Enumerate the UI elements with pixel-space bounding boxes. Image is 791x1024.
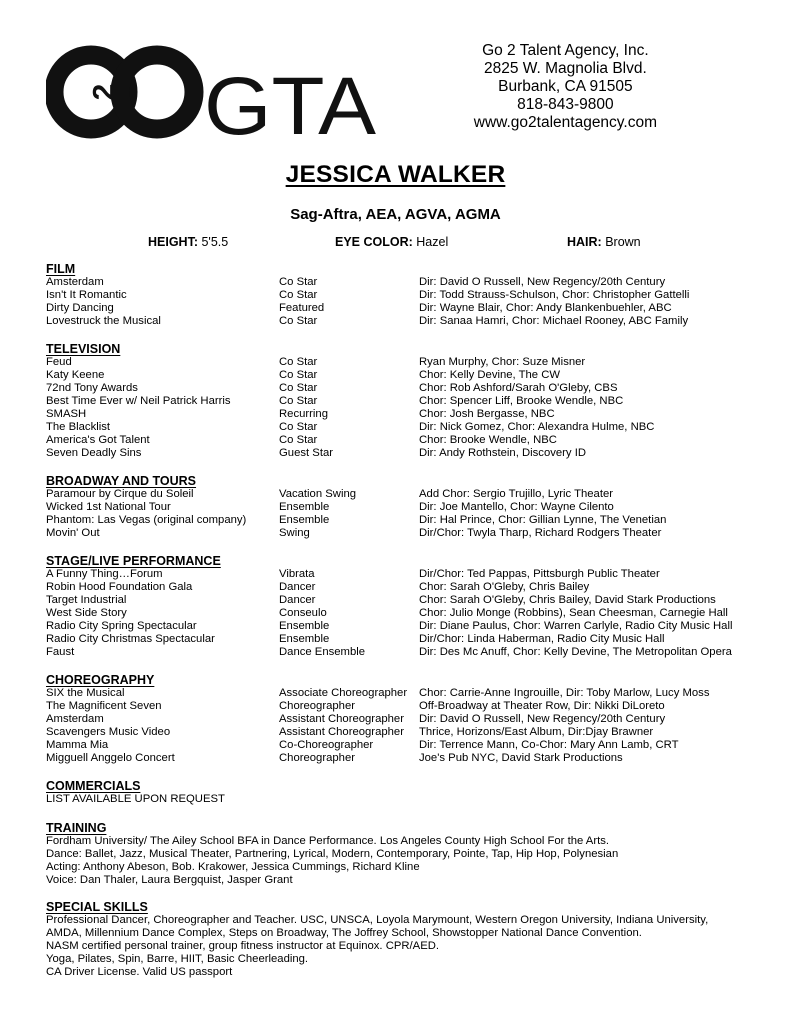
agency-phone: 818-843-9800	[517, 96, 614, 113]
credit-details: Chor: Sarah O'Gleby, Chris Bailey, David Stark Productions	[419, 594, 716, 606]
credit-details: Ryan Murphy, Chor: Suze Misner	[419, 356, 586, 368]
credit-role: Co Star	[279, 289, 318, 301]
section-title-film: FILM	[46, 262, 76, 276]
credit-title: Feud	[46, 356, 72, 368]
credit-title: Movin' Out	[46, 527, 100, 539]
agency-address1: 2825 W. Magnolia Blvd.	[483, 60, 647, 77]
credit-details: Chor: Carrie-Anne Ingrouille, Dir: Toby Marlow, Lucy Moss	[419, 687, 710, 699]
eye-color-stat	[335, 235, 448, 249]
section-title-stage: STAGE/LIVE PERFORMANCE	[46, 554, 221, 568]
agency-contact	[474, 42, 657, 132]
credit-details: Chor: Brooke Wendle, NBC	[419, 434, 557, 446]
credit-role: Swing	[279, 527, 310, 539]
credit-title: Paramour by Cirque du Soleil	[46, 488, 194, 500]
credit-details: Dir: David O Russell, New Regency/20th Century	[419, 713, 666, 725]
section-line: Professional Dancer, Choreographer and Teacher. USC, UNSCA, Loyola Marymount, Western Oregon University, Indiana University,	[46, 914, 709, 926]
credit-title: The Blacklist	[46, 421, 111, 433]
credit-details: Dir: David O Russell, New Regency/20th Century	[419, 276, 666, 288]
credit-role: Co-Choreographer	[279, 739, 374, 751]
credit-title: Amsterdam	[46, 713, 104, 725]
credit-role: Co Star	[279, 382, 318, 394]
agency-address2: Burbank, CA 91505	[498, 78, 633, 95]
section-line: AMDA, Millennium Dance Complex, Steps on Broadway, The Joffrey School, Showstopper National Dance Convention.	[46, 927, 642, 939]
section-line: NASM certified personal trainer, group fitness instructor at Equinox. CPR/AED.	[46, 940, 440, 952]
credit-details: Chor: Julio Monge (Robbins), Sean Cheesman, Carnegie Hall	[419, 607, 728, 619]
section-line: CA Driver License. Valid US passport	[46, 966, 233, 978]
section-line: Voice: Dan Thaler, Laura Bergquist, Jasper Grant	[46, 874, 293, 886]
hair-label: HAIR:	[567, 235, 602, 249]
credit-role: Vibrata	[279, 568, 315, 580]
credit-role: Featured	[279, 302, 325, 314]
credit-role: Guest Star	[279, 447, 333, 459]
credit-title: Katy Keene	[46, 369, 105, 381]
credit-details: Dir: Sanaa Hamri, Chor: Michael Rooney, ABC Family	[419, 315, 689, 327]
credit-details: Dir: Andy Rothstein, Discovery ID	[419, 447, 586, 459]
section-line: Fordham University/ The Ailey School BFA in Dance Performance. Los Angeles County High School For the Arts.	[46, 835, 610, 847]
section-title-commercials: COMMERCIALS	[46, 779, 141, 793]
credit-role: Recurring	[279, 408, 328, 420]
credit-details: Dir: Joe Mantello, Chor: Wayne Cilento	[419, 501, 614, 513]
credit-role: Co Star	[279, 276, 318, 288]
credit-details: Chor: Kelly Devine, The CW	[419, 369, 561, 381]
credit-title: Target Industrial	[46, 594, 127, 606]
section-title-choreography: CHOREOGRAPHY	[46, 673, 155, 687]
credit-title: Isn't It Romantic	[46, 289, 127, 301]
credit-role: Conseulo	[279, 607, 327, 619]
credit-role: Co Star	[279, 421, 318, 433]
credit-role: Assistant Choreographer	[279, 713, 404, 725]
credit-title: America's Got Talent	[46, 434, 150, 446]
credit-title: Phantom: Las Vegas (original company)	[46, 514, 247, 526]
credit-details: Chor: Josh Bergasse, NBC	[419, 408, 555, 420]
performer-name: JESSICA WALKER	[285, 161, 506, 188]
section-title-television: TELEVISION	[46, 342, 121, 356]
credit-title: Lovestruck the Musical	[46, 315, 161, 327]
credit-details: Dir/Chor: Linda Haberman, Radio City Music Hall	[419, 633, 665, 645]
credit-title: A Funny Thing…Forum	[46, 568, 163, 580]
logo-mark: 2	[87, 83, 121, 101]
credit-role: Ensemble	[279, 514, 330, 526]
section-title-broadway: BROADWAY AND TOURS	[46, 474, 197, 488]
credit-title: Robin Hood Foundation Gala	[46, 581, 193, 593]
credit-details: Dir: Hal Prince, Chor: Gillian Lynne, The Venetian	[419, 514, 667, 526]
section-title-skills: SPECIAL SKILLS	[46, 900, 148, 914]
credit-title: Mamma Mia	[46, 739, 109, 751]
credit-role: Dancer	[279, 594, 316, 606]
credit-role: Co Star	[279, 315, 318, 327]
section-line: Acting: Anthony Abeson, Bob. Krakower, Jessica Cummings, Richard Kline	[46, 861, 420, 873]
credit-title: Amsterdam	[46, 276, 104, 288]
credit-role: Choreographer	[279, 700, 355, 712]
credit-title: Radio City Spring Spectacular	[46, 620, 197, 632]
credit-details: Chor: Rob Ashford/Sarah O'Gleby, CBS	[419, 382, 618, 394]
credit-role: Co Star	[279, 356, 318, 368]
credit-role: Co Star	[279, 395, 318, 407]
credit-role: Associate Choreographer	[279, 687, 408, 699]
credit-role: Dancer	[279, 581, 316, 593]
credit-role: Choreographer	[279, 752, 355, 764]
credit-details: Dir: Des Mc Anuff, Chor: Kelly Devine, The Metropolitan Opera	[419, 646, 732, 658]
logo-text: GTA	[204, 61, 377, 140]
credit-role: Co Star	[279, 369, 318, 381]
credit-title: Wicked 1st National Tour	[46, 501, 171, 513]
credit-title: Radio City Christmas Spectacular	[46, 633, 215, 645]
height-label: HEIGHT:	[148, 235, 198, 249]
credit-role: Dance Ensemble	[279, 646, 366, 658]
height-stat	[148, 235, 228, 249]
credit-details: Chor: Sarah O'Gleby, Chris Bailey	[419, 581, 590, 593]
hair-stat	[567, 235, 641, 249]
section-line: LIST AVAILABLE UPON REQUEST	[46, 793, 225, 805]
credit-details: Off-Broadway at Theater Row, Dir: Nikki DiLoreto	[419, 700, 665, 712]
eye-color-label: EYE COLOR:	[335, 235, 413, 249]
credit-title: Dirty Dancing	[46, 302, 114, 314]
credit-details: Dir: Terrence Mann, Co-Chor: Mary Ann Lamb, CRT	[419, 739, 679, 751]
credit-role: Co Star	[279, 434, 318, 446]
credit-title: Faust	[46, 646, 75, 658]
section-title-training: TRAINING	[46, 821, 107, 835]
credit-role: Ensemble	[279, 633, 330, 645]
credit-title: 72nd Tony Awards	[46, 382, 138, 394]
credit-title: SMASH	[46, 408, 87, 420]
credit-details: Dir: Diane Paulus, Chor: Warren Carlyle, Radio City Music Hall	[419, 620, 733, 632]
height-value: 5'5.5	[201, 235, 229, 249]
agency-website[interactable]: www.go2talentagency.com	[473, 114, 657, 131]
credit-title: SIX the Musical	[46, 687, 125, 699]
credit-role: Vacation Swing	[279, 488, 357, 500]
credit-role: Ensemble	[279, 620, 330, 632]
credit-title: Best Time Ever w/ Neil Patrick Harris	[46, 395, 231, 407]
credit-title: The Magnificent Seven	[46, 700, 162, 712]
credit-details: Joe's Pub NYC, David Stark Productions	[419, 752, 623, 764]
section-line: Dance: Ballet, Jazz, Musical Theater, Partnering, Lyrical, Modern, Contemporary, Pointe, Tap, Hip Hop, Polynesian	[46, 848, 619, 860]
performer-unions: Sag-Aftra, AEA, AGVA, AGMA	[290, 206, 501, 223]
credit-role: Assistant Choreographer	[279, 726, 404, 738]
agency-logo	[46, 45, 382, 140]
agency-name: Go 2 Talent Agency, Inc.	[482, 42, 649, 59]
credit-details: Dir: Nick Gomez, Chor: Alexandra Hulme, NBC	[419, 421, 655, 433]
credit-details: Thrice, Horizons/East Album, Dir:Djay Brawner	[419, 726, 654, 738]
credit-title: Seven Deadly Sins	[46, 447, 142, 459]
credit-details: Dir/Chor: Ted Pappas, Pittsburgh Public Theater	[419, 568, 660, 580]
eye-color-value: Hazel	[416, 235, 449, 249]
credit-title: Migguell Anggelo Concert	[46, 752, 175, 764]
section-line: Yoga, Pilates, Spin, Barre, HIIT, Basic Cheerleading.	[46, 953, 309, 965]
credit-title: Scavengers Music Video	[46, 726, 171, 738]
credit-details: Dir: Todd Strauss-Schulson, Chor: Christopher Gattelli	[419, 289, 690, 301]
credit-title: West Side Story	[46, 607, 127, 619]
hair-value: Brown	[605, 235, 641, 249]
credit-role: Ensemble	[279, 501, 330, 513]
credit-details: Chor: Spencer Liff, Brooke Wendle, NBC	[419, 395, 624, 407]
credit-details: Add Chor: Sergio Trujillo, Lyric Theater	[419, 488, 614, 500]
credit-details: Dir: Wayne Blair, Chor: Andy Blankenbuehler, ABC	[419, 302, 672, 314]
credit-details: Dir/Chor: Twyla Tharp, Richard Rodgers Theater	[419, 527, 662, 539]
